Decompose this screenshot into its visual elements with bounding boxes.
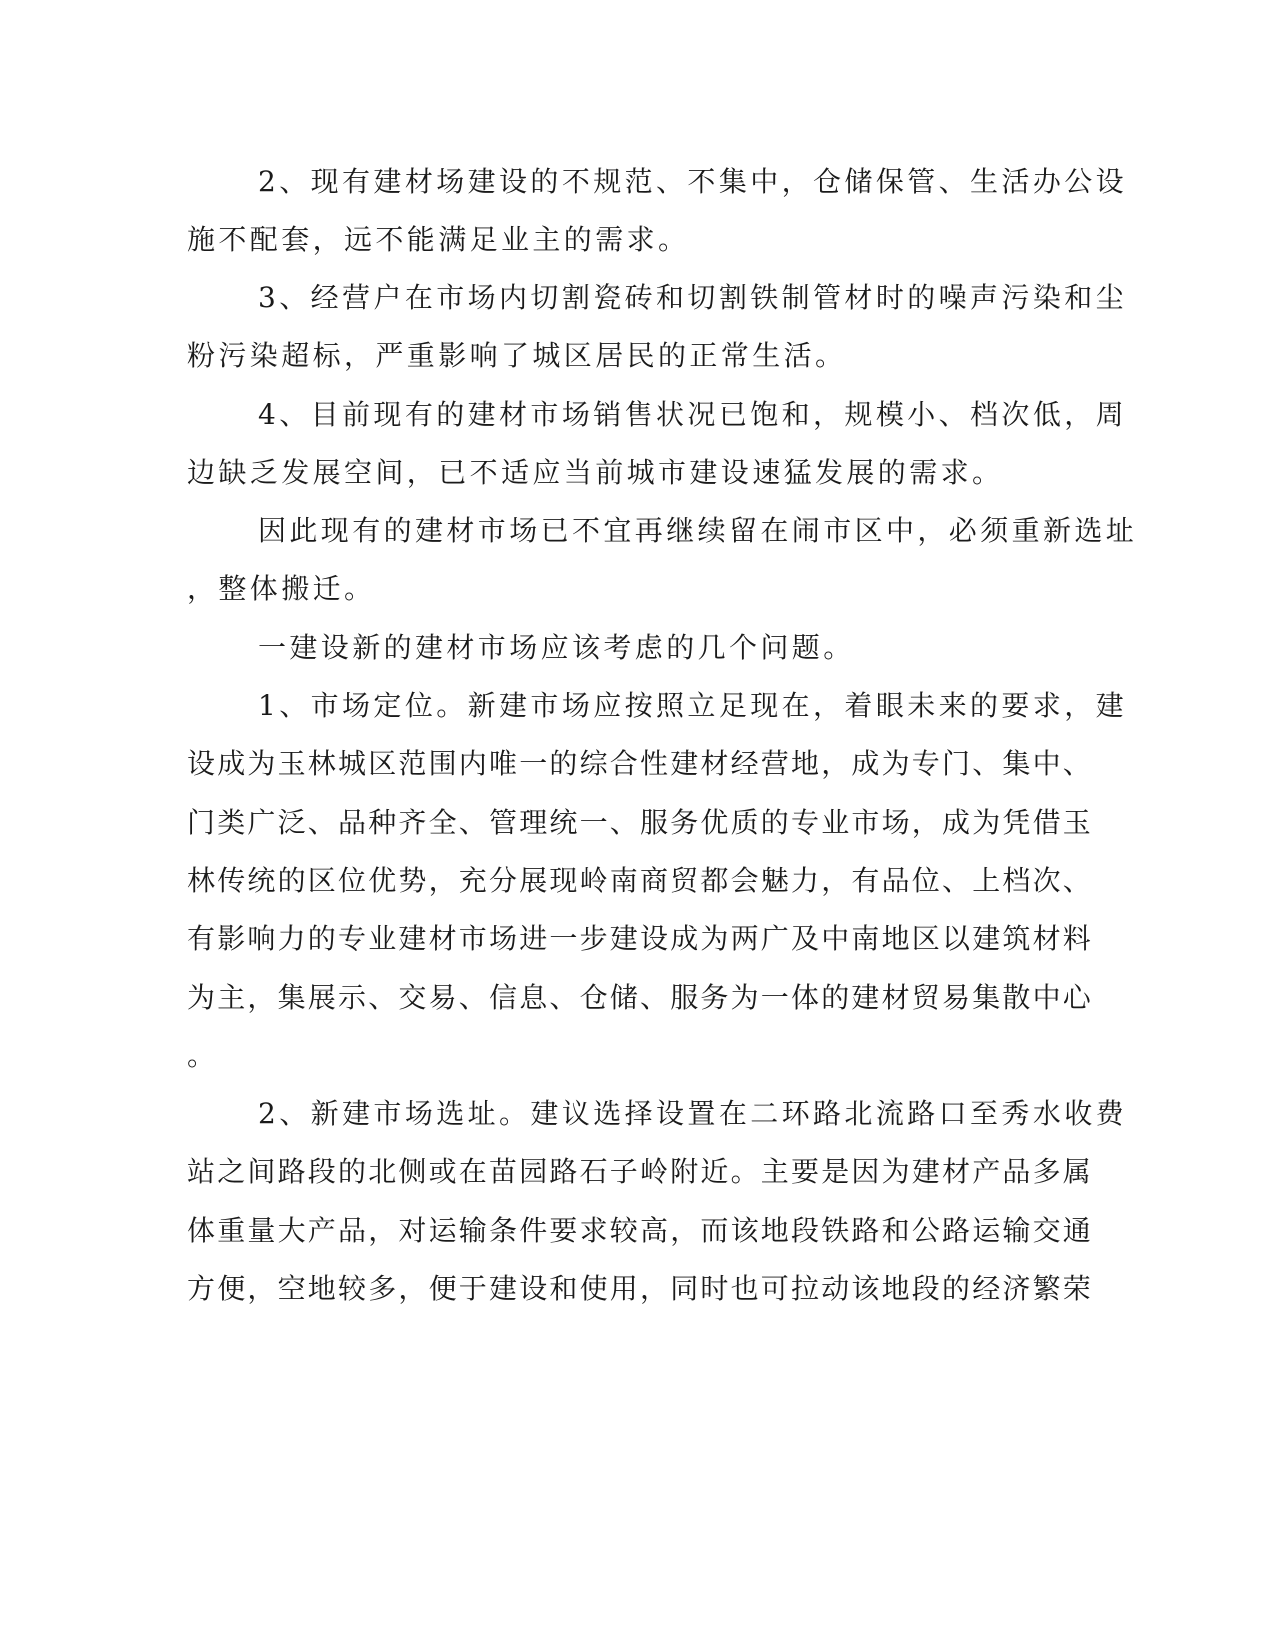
paragraph-line: 有影响力的专业建材市场进一步建设成为两广及中南地区以建筑材料 xyxy=(187,922,1094,955)
paragraph-line: 因此现有的建材市场已不宜再继续留在闹市区中，必须重新选址 xyxy=(258,514,1138,547)
paragraph-line: 粉污染超标，严重影响了城区居民的正常生活。 xyxy=(187,339,847,372)
paragraph-line: 门类广泛、品种齐全、管理统一、服务优质的专业市场，成为凭借玉 xyxy=(187,806,1094,839)
paragraph-line: 站之间路段的北侧或在苗园路石子岭附近。主要是因为建材产品多属 xyxy=(187,1155,1094,1188)
paragraph-line: 2、现有建材场建设的不规范、不集中，仓储保管、生活办公设 xyxy=(258,165,1128,198)
paragraph-line: 林传统的区位优势，充分展现岭南商贸都会魅力，有品位、上档次、 xyxy=(187,864,1094,897)
paragraph-line: 体重量大产品，对运输条件要求较高，而该地段铁路和公路运输交通 xyxy=(187,1214,1094,1247)
paragraph-line: 方便，空地较多，便于建设和使用，同时也可拉动该地段的经济繁荣 xyxy=(187,1272,1094,1305)
paragraph-line: 1、市场定位。新建市场应按照立足现在，着眼未来的要求，建 xyxy=(258,689,1128,722)
paragraph-line: 施不配套，远不能满足业主的需求。 xyxy=(187,223,690,256)
paragraph-line: 边缺乏发展空间，已不适应当前城市建设速猛发展的需求。 xyxy=(187,456,1004,489)
paragraph-line: 2、新建市场选址。建议选择设置在二环路北流路口至秀水收费 xyxy=(258,1097,1128,1130)
paragraph-line: 一建设新的建材市场应该考虑的几个问题。 xyxy=(258,631,855,664)
paragraph-line: 4、目前现有的建材市场销售状况已饱和，规模小、档次低，周 xyxy=(258,398,1128,431)
paragraph-line: 。 xyxy=(187,1039,219,1072)
paragraph-line: 3、经营户在市场内切割瓷砖和切割铁制管材时的噪声污染和尘 xyxy=(258,281,1128,314)
paragraph-line: ，整体搬迁。 xyxy=(187,572,376,605)
paragraph-line: 为主，集展示、交易、信息、仓储、服务为一体的建材贸易集散中心 xyxy=(187,981,1094,1014)
paragraph-line: 设成为玉林城区范围内唯一的综合性建材经营地，成为专门、集中、 xyxy=(187,747,1094,780)
